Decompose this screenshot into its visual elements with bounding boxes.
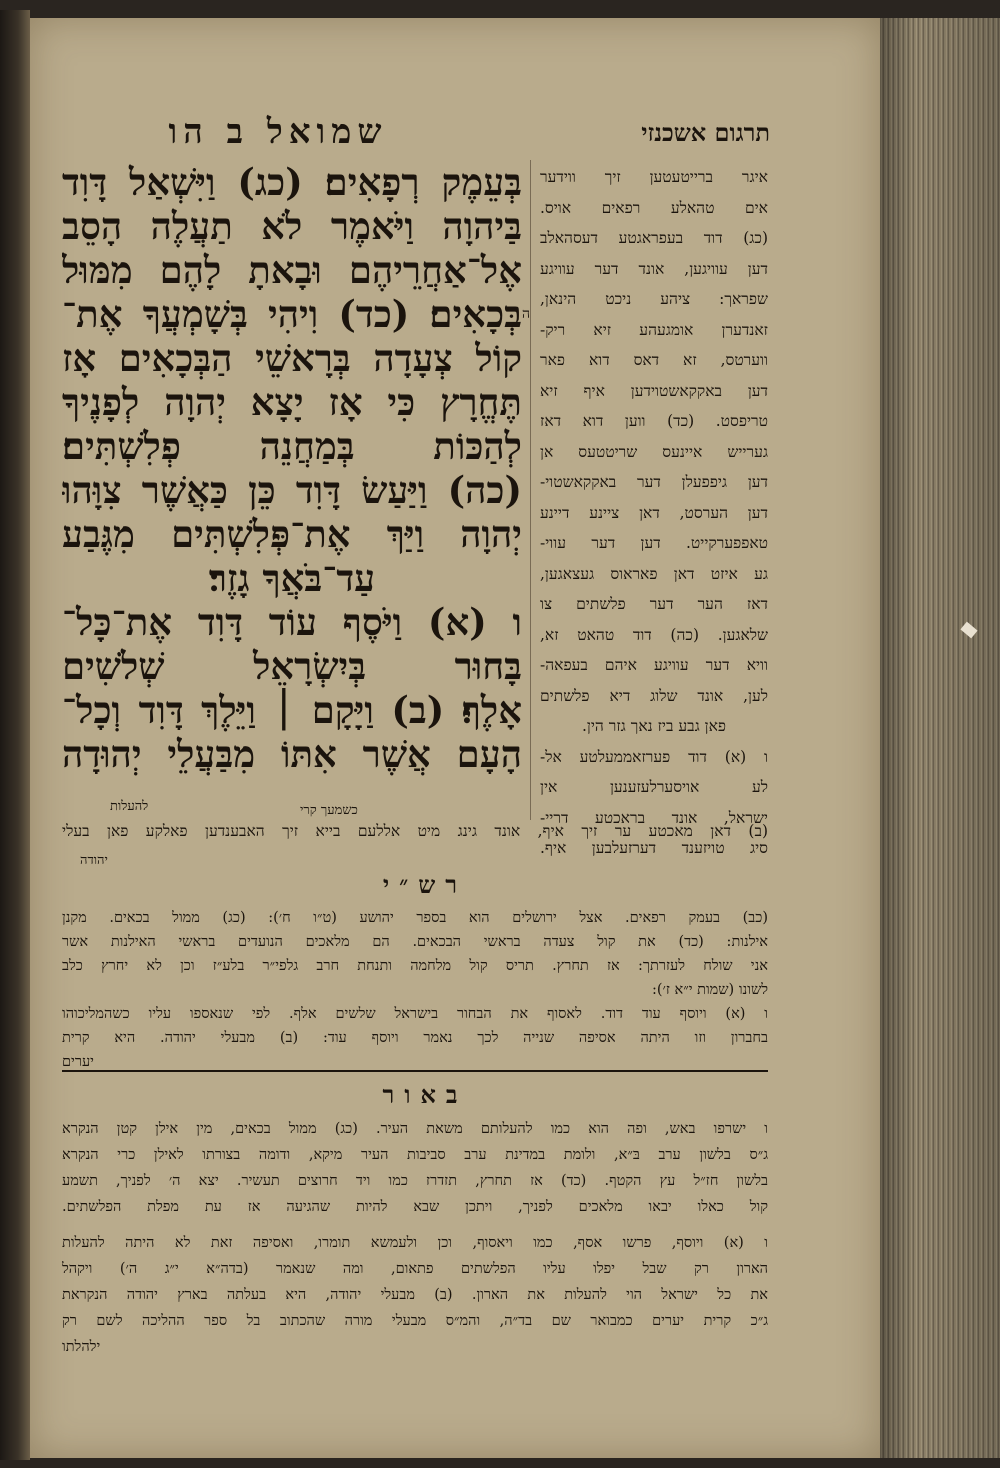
- catchword: להעלות: [110, 799, 149, 814]
- main-line: עַד־בֹּאֲךָ גָזֶר׃: [208, 556, 376, 600]
- targum-line: דען עוויגען, אונד דער עוויגע: [540, 259, 768, 278]
- marginal-qere: כשמעך קרי: [300, 803, 358, 818]
- targum-line: פאן גבע ביז נאך גזר הין.: [581, 717, 727, 735]
- rashi-commentary: [62, 906, 768, 1074]
- biur-line: קול כאלו יבאו מלאכים לפניך, ויתכן שבא להיות שהגיעה אז עת מפלת הפלשתים.: [62, 1199, 768, 1215]
- main-line: קוֹל צְעָדָה בְּרָאשֵׁי הַבְּכָאִים אָז: [62, 336, 522, 380]
- biur-line: בלשון חז״ל עץ הקטף. (כד) אז תחרץ, תזדרז כמו ויד חרוצים תעשיר. יצא ה׳ לפניך, תשמע: [62, 1173, 768, 1189]
- targum-line: לע אויסערלעזענען אין: [540, 778, 768, 796]
- targum-line: ו (א) דוד פערזאממעלטע אל-: [540, 747, 768, 766]
- targum-continuation: יהודה: [80, 853, 108, 868]
- page-edges: [880, 18, 1000, 1458]
- targum-line: וויא דער עוויגע איהם בעפאה-: [540, 656, 768, 674]
- biur-line: ילהלתו: [62, 1339, 101, 1355]
- targum-line: איגר ברייטעטען זיך ווידער: [540, 168, 768, 186]
- main-line: תֶּחֱרָץ כִּי אָז יָצָא יְהוָה לְפָנֶיךָ: [62, 380, 522, 424]
- biur-line: ו (א) ויוסף, פרשו אסף, כמו ויאסוף, וכן ולעמשא תומרו, ואסיפה זאת לא היתה להעלות: [62, 1235, 768, 1251]
- section-rule: [62, 1070, 768, 1072]
- targum-full-line: (ב) דאן מאכטע ער זיך איף, אונד גינג מיט אללעם בייא זיך האבענדען פאלקע פאן בעלי: [62, 822, 768, 840]
- main-line: אֶל־אַחֲרֵיהֶם וּבָאתָ לָהֶם מִמּוּל: [62, 248, 522, 292]
- rashi-line: יערים: [62, 1054, 94, 1070]
- main-line: ו (א) וַיֹּסֶף עוֹד דָּוִד אֶת־כָּל־: [62, 600, 522, 644]
- biur-line: הארון רק שבל יפלו עליו הפלשתים פתאום, ומה שנאמר (בדה״א י״ג ה׳) ויקהל: [62, 1261, 768, 1277]
- main-line: בְּעֵמֶק רְפָאִים׃ (כג) וַיִּשְׁאַל דָּוִד: [62, 160, 522, 204]
- main-text-column: [62, 160, 522, 776]
- main-line: בָּחוּר בְּיִשְׂרָאֵל שְׁלֹשִׁים: [62, 644, 522, 688]
- main-line: (כה) וַיַּעַשׂ דָּוִד כֵּן כַּאֲשֶׁר צִוָּהוּ: [62, 468, 522, 512]
- targum-line: גערייש איינעס שריטטעס אן: [540, 442, 768, 461]
- main-line: בַּיהוָה וַיֹּאמֶר לֹא תַעֲלֶה הָסֵב: [62, 204, 522, 248]
- targum-line: לען, אונד שלוג דיא פלשתים: [540, 686, 768, 705]
- biur-line: את כל ישראל הוי להעלות את הארון. (ב) מבעלי יהודה, היא בעלתה בארץ יהודה הנקראת: [62, 1287, 768, 1303]
- book-title: שמואל ב הו: [168, 112, 388, 152]
- targum-line: זאנדערן אומגעהע זיא ריק-: [540, 320, 768, 339]
- targum-line: ווערטס, זא דאס דוא פאר: [540, 351, 768, 369]
- targum-line: טריפסט. (כד) ווען דוא דאז: [540, 412, 768, 430]
- biur-commentary: [62, 1116, 768, 1360]
- rashi-line: לשונו (שמות י״א ז׳):: [651, 982, 768, 998]
- targum-line: שלאגען. (כה) דוד טהאט זא,: [540, 625, 768, 644]
- biur-line: ג״ס בלשון ערב בּ״א, ולומת במדינת ערב סביבות העיר מיקא, ודומה בצורתו לאילן כרי הנקרא: [62, 1147, 768, 1163]
- targum-line: דען באקקאשטוידען איף זיא: [540, 381, 768, 400]
- main-line: הָעָם אֲשֶׁר אִתּוֹ מִבַּעֲלֵי יְהוּדָה: [62, 732, 522, 776]
- biur-line: ג״כ קרית יערים כמבואר שם בד״ה, והמ״ס מבעלי מורה שהכתוב בל ספר ההליכה לשם רק: [62, 1313, 768, 1329]
- main-line: אָלֶף׃ (ב) וַיָּקָם ׀ וַיֵּלֶךְ דָּוִד וְכָל־: [62, 688, 522, 732]
- main-line: בְּכָאִים׃ (כד) וִיהִי בְּשָׁמְעֲךָ אֶת־: [62, 292, 522, 336]
- targum-line: סיג טויזענד דערזעלבען איף.: [540, 839, 768, 857]
- rashi-line: בחברון וזו היתה אסיפה שנייה לכך נאמר ויוסף עוד: (ב) מבעלי יהודה. היא קרית: [62, 1030, 768, 1046]
- main-line: יְהוָה וַיַּךְ אֶת־פְּלִשְׁתִּים מִגֶּבַע: [62, 512, 522, 556]
- targum-title: תרגום אשכנזי: [641, 118, 770, 147]
- biur-line: ו ישרפו באש, ופה הוא כמו להעלותם משאת העיר. (כג) ממול בכאים, מין אילן קטן הנקרא: [62, 1121, 768, 1137]
- rashi-line: אילנות: (כד) את קול צעדה בראשי הבכאים. הם מלאכים הנועדים בראשי האילנות אשר: [62, 934, 768, 950]
- targum-column: [540, 162, 768, 864]
- targum-line: ישראל, אונד בראכטע דריי-: [540, 808, 768, 827]
- rashi-line: אני שולח לעזרתך: אז תחרץ. תריס קול מלחמה ותנחת חרב גלפי״ר בלע״ז וכן לא יחרץ כלב: [62, 958, 768, 974]
- targum-line: דאז הער דער פלשתים צו: [540, 595, 768, 613]
- targum-line: גע איזט דאן פאראוס געצאגען,: [540, 564, 768, 583]
- targum-line: דען גיפפעלן דער באקקאשטוי-: [540, 473, 768, 491]
- rashi-line: (כב) בעמק רפאים. אצל ירושלים הוא בספר יהושע (ט״ו ח׳): (כג) ממול בכאים. מקנן: [62, 910, 768, 926]
- margin-note: ה: [522, 306, 531, 322]
- targum-line: אים טהאלע רפאים אויס.: [540, 198, 768, 217]
- targum-line: שפראך: ציהע ניכט הינאן,: [540, 290, 768, 308]
- binding-edge: [0, 10, 30, 1460]
- targum-line: (כג) דוד בעפראגטע דעסהאלב: [540, 229, 768, 247]
- targum-line: טאפפערקייט. דען דער עווי-: [540, 534, 768, 552]
- targum-line: דען הערסט, דאן ציינע דיינע: [540, 503, 768, 522]
- rashi-title: רש״י: [382, 870, 468, 899]
- rashi-line: ו (א) ויוסף עוד דוד. לאסוף את הבחור בישראל שלשים אלף. לפי שנאספו עליו כשהמליכוהו: [62, 1006, 768, 1022]
- main-line: לְהַכּוֹת בְּמַחֲנֵה פְלִשְׁתִּים׃: [62, 424, 522, 468]
- column-divider: [530, 160, 531, 820]
- biur-title: באור: [382, 1080, 468, 1109]
